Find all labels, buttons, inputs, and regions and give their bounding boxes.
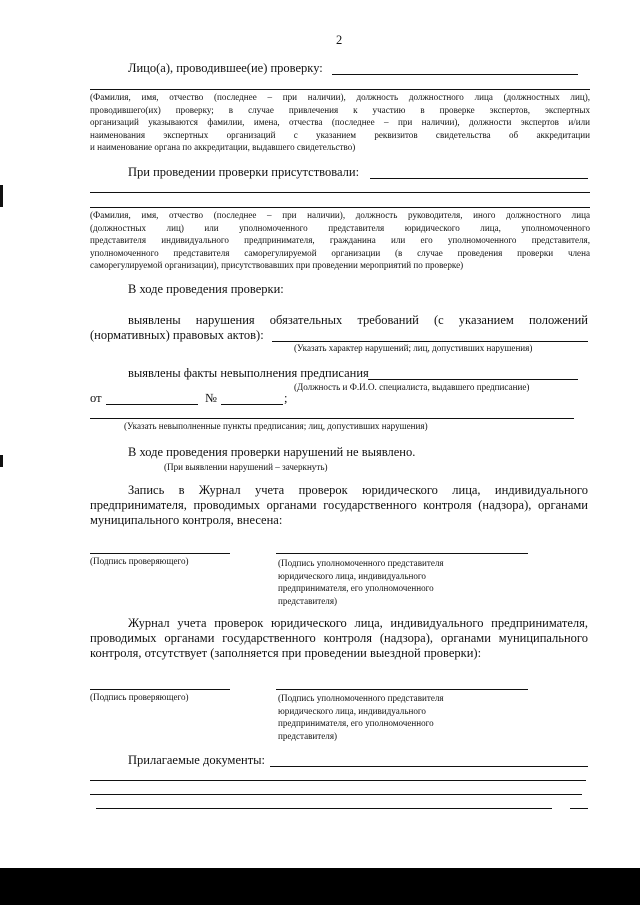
representative-signature-caption-2	[278, 692, 444, 742]
nonfulfil-points-note: (Указать невыполненные пункты предписания; лиц, допустивших нарушения)	[124, 421, 428, 431]
attached-fill-line-4[interactable]	[96, 808, 552, 809]
from-label: от	[90, 391, 102, 405]
journal-entry-line: Запись в Журнал учета проверок юридического лица, индивидуального	[128, 483, 588, 497]
nonfulfil-label: выявлены факты невыполнения предписания	[128, 366, 369, 380]
inspector-fill-line-2[interactable]	[90, 89, 590, 90]
representative-signature-caption-1	[278, 557, 444, 607]
inspector-signature-caption-2: (Подпись проверяющего)	[90, 692, 189, 702]
representative-caption-line: представителя)	[278, 730, 338, 741]
violations-line-1: выявлены нарушения обязательных требований (с указанием положений	[128, 313, 588, 327]
present-note	[90, 209, 590, 272]
journal-entry-line: муниципального контроля, внесена:	[90, 512, 283, 527]
nonfulfil-fill-line[interactable]	[368, 379, 578, 380]
representative-caption-line: предпринимателя, его уполномоченного	[278, 718, 434, 729]
inspector-label: Лицо(а), проводившее(ие) проверку:	[128, 61, 323, 75]
scan-edge-mark	[0, 185, 3, 207]
inspector-fill-line[interactable]	[332, 74, 578, 75]
present-note-line: саморегулируемой организации), присутствовавших при проведении мероприятий по проверке)	[90, 260, 464, 271]
inspector-note-line: и наименование органа по аккредитации, выдавшего свидетельство)	[90, 142, 356, 153]
journal-entry-line: предпринимателя, проводимых органами государственного контроля (надзора), органами	[90, 497, 588, 512]
number-fill-line[interactable]	[221, 404, 283, 405]
representative-caption-line: представителя)	[278, 595, 338, 606]
inspector-signature-line-1[interactable]	[90, 553, 230, 554]
violations-line-2: (нормативных) правовых актов):	[90, 328, 264, 342]
during-label: В ходе проведения проверки:	[128, 282, 284, 296]
inspector-note	[90, 91, 590, 154]
representative-caption-line: юридического лица, индивидуального	[278, 570, 426, 581]
inspector-note-line: организаций указываются фамилии, имена, отчества (последнее – при наличии), должности экспертов и/или	[90, 117, 590, 128]
inspector-signature-caption-1: (Подпись проверяющего)	[90, 556, 189, 566]
present-fill-line-2[interactable]	[90, 192, 590, 193]
present-fill-line-3[interactable]	[90, 207, 590, 208]
attached-fill-line-5[interactable]	[570, 808, 588, 809]
date-fill-line[interactable]	[106, 404, 198, 405]
representative-caption-line: (Подпись уполномоченного представителя	[278, 558, 444, 568]
attached-fill-line-1[interactable]	[270, 766, 588, 767]
journal-absent-line: контроля, отсутствует (заполняется при проведении выездной проверки):	[90, 645, 482, 660]
nonfulfil-points-fill-line[interactable]	[90, 418, 574, 419]
violations-note: (Указать характер нарушений; лиц, допустивших нарушения)	[294, 343, 533, 353]
representative-caption-line: (Подпись уполномоченного представителя	[278, 693, 444, 703]
representative-caption-line: юридического лица, индивидуального	[278, 705, 426, 716]
representative-signature-line-1[interactable]	[276, 553, 528, 554]
attached-documents-label: Прилагаемые документы:	[128, 753, 266, 767]
inspector-note-line: проводившего(их) проверку; в случае привлечения к участию в проверке экспертов, экспертных	[90, 104, 590, 115]
present-label: При проведении проверки присутствовали:	[128, 165, 360, 179]
number-label: №	[205, 391, 217, 405]
representative-caption-line: предпринимателя, его уполномоченного	[278, 583, 434, 594]
present-fill-line[interactable]	[370, 178, 588, 179]
semicolon: ;	[284, 391, 288, 405]
no-violations-text: В ходе проведения проверки нарушений не выявлено.	[128, 445, 416, 459]
present-note-line: уполномоченного представителя саморегулируемой организации (в случае проведения проверки члена	[90, 247, 590, 258]
inspector-note-line: (Фамилия, имя, отчество (последнее – при наличии), должность должностного лица (должностных лиц),	[90, 92, 590, 102]
attached-fill-line-3[interactable]	[90, 794, 582, 795]
no-violations-note: (При выявлении нарушений – зачеркнуть)	[164, 462, 328, 472]
journal-absent-line: проводимых органами государственного контроля (надзора), органами муниципального	[90, 630, 588, 645]
journal-absent-paragraph	[90, 616, 588, 660]
inspector-note-line: наименования экспертных организаций с указанием реквизитов свидетельства об аккредитации	[90, 129, 590, 140]
scan-bottom-border	[0, 868, 640, 905]
page-number: 2	[336, 33, 343, 47]
present-note-line: представителя индивидуального предпринимателя, гражданина или его уполномоченного представителя,	[90, 235, 590, 246]
inspector-signature-line-2[interactable]	[90, 689, 230, 690]
journal-absent-line: Журнал учета проверок юридического лица, индивидуального предпринимателя,	[128, 616, 588, 630]
present-note-line: (Фамилия, имя, отчество (последнее – при наличии), должность руководителя, иного должностного лица	[90, 210, 590, 220]
present-note-line: (должностных лиц) или уполномоченного представителя юридического лица, уполномоченного	[90, 222, 590, 233]
journal-entry-paragraph	[90, 483, 588, 527]
representative-signature-line-2[interactable]	[276, 689, 528, 690]
attached-fill-line-2[interactable]	[90, 780, 586, 781]
scan-edge-mark	[0, 455, 3, 467]
nonfulfil-note: (Должность и Ф.И.О. специалиста, выдавшего предписание)	[294, 382, 530, 392]
